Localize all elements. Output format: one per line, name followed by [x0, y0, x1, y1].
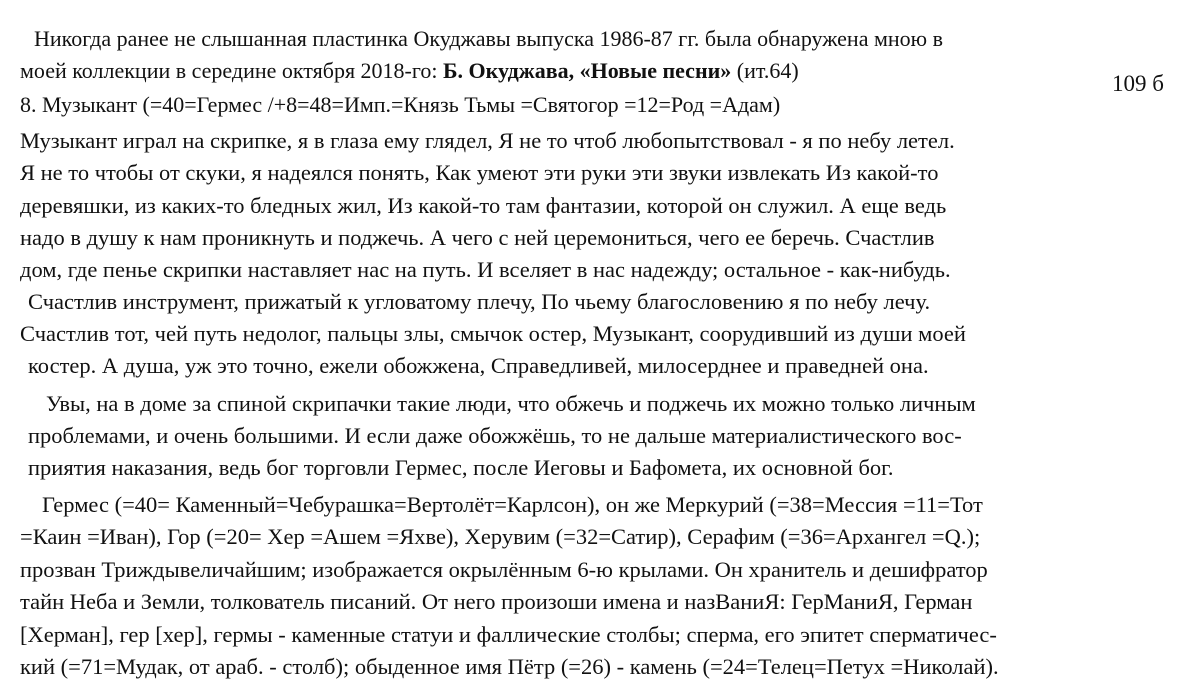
hermes-line: [Херман], гер [хер], гермы - каменные статуи и фаллические столбы; сперма, его эпитет сперматичес-	[20, 622, 997, 647]
intro-line-1: Никогда ранее не слышанная пластинка Окуджавы выпуска 1986-87 гг. была обнаружена мною в	[34, 26, 943, 51]
hermes-line: Гермес (=40= Каменный=Чебурашка=Вертолёт=Карлсон), он же Меркурий (=38=Мессия =11=Тот	[42, 492, 983, 517]
lyrics-line: костер. А душа, уж это точно, ежели обожжена, Справедливей, милосерднее и праведней она.	[28, 353, 929, 378]
commentary-line: Увы, на в доме за спиной скрипачки такие люди, что обжечь и поджечь их можно только личным	[46, 391, 976, 416]
lyrics-line: надо в душу к нам проникнуть и поджечь. А чего с ней церемониться, чего ее беречь. Счастлив	[20, 225, 935, 250]
commentary-line: приятия наказания, ведь бог торговли Гермес, после Иеговы и Бафомета, их основной бог.	[28, 455, 894, 480]
intro-line-2-prefix: моей коллекции в середине октября 2018-го:	[20, 58, 443, 83]
lyrics-line: Я не то чтобы от скуки, я надеялся понять, Как умеют эти руки эти звуки извлекать Из какой-то	[20, 160, 939, 185]
lyrics-line: Музыкант играл на скрипке, я в глаза ему глядел, Я не то чтоб любопытствовал - я по небу летел.	[20, 128, 955, 153]
intro-line-2	[20, 60, 799, 82]
track-title: 8. Музыкант (=40=Гермес /+8=48=Имп.=Князь Тьмы =Святогор =12=Род =Адам)	[20, 92, 781, 117]
lyrics-line: Счастлив инструмент, прижатый к угловатому плечу, По чьему благословению я по небу лечу.	[28, 289, 931, 314]
album-title: Б. Окуджава, «Новые песни»	[442, 58, 732, 83]
lyrics-line: деревяшки, из каких-то бледных жил, Из какой-то там фантазии, которой он служил. А еще ведь	[20, 193, 947, 218]
page-number: 109 б	[1112, 71, 1164, 96]
hermes-line: кий (=71=Мудак, от араб. - столб); обыденное имя Пётр (=26) - камень (=24=Телец=Петух =Николай).	[20, 654, 999, 679]
lyrics-line: дом, где пенье скрипки наставляет нас на путь. И вселяет в нас надежду; остальное - как-нибудь.	[20, 257, 951, 282]
lyrics-line: Счастлив тот, чей путь недолог, пальцы злы, смычок остер, Музыкант, соорудивший из души моей	[20, 321, 966, 346]
hermes-line: прозван Триждывеличайшим; изображается окрылённым 6-ю крылами. Он хранитель и дешифратор	[20, 557, 988, 582]
hermes-line: =Каин =Иван), Гор (=20= Хер =Ашем =Яхве), Херувим (=32=Сатир), Серафим (=36=Архангел =Q.);	[20, 524, 981, 549]
hermes-line: тайн Неба и Земли, толкователь писаний. От него произоши имена и назВаниЯ: ГерМаниЯ, Герман	[20, 589, 973, 614]
commentary-line: проблемами, и очень большими. И если даже обожжёшь, то не дальше материалистического вос-	[28, 423, 962, 448]
intro-line-2-suffix: (ит.64)	[731, 58, 799, 83]
